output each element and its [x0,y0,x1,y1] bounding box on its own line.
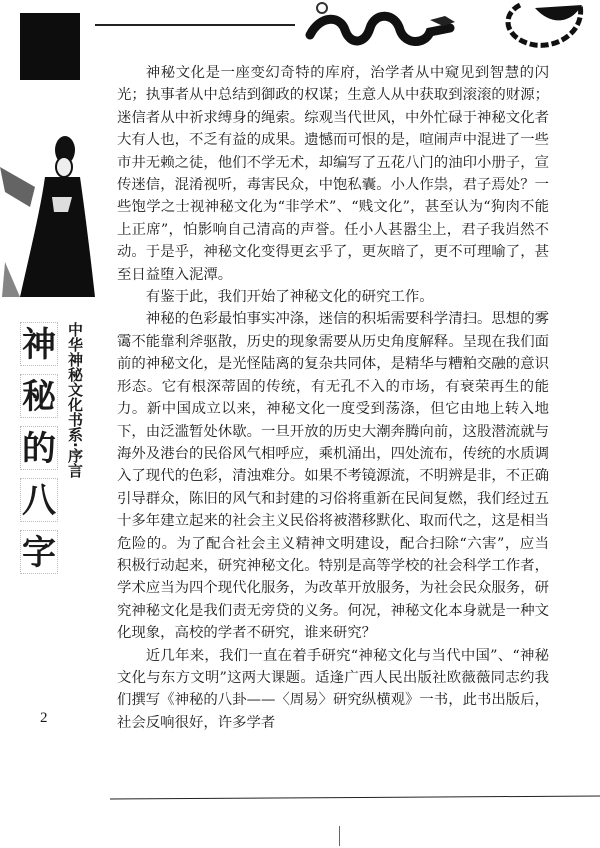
title-char: 神 [20,322,58,366]
footer-rule [110,796,600,800]
page-number: 2 [40,710,48,726]
robed-figure-illustration [0,112,100,302]
paragraph: 神秘的色彩最怕事实冲涤，迷信的积垢需要科学清扫。思想的雾霭不能靠利斧驱散，历史的现象需要从历史角度解释。呈现在我们面前的神秘文化，是光怪陆离的复杂共同体，是精华与糟粕交融的意识形态。它有根深蒂固的传统，有无孔不入的市场，有衰荣再生的能力。新中国成立以来，神秘文化一度受到荡涤，但它由地上转入地下，由泛滥暂处休歇。一旦开放的历史大潮奔腾向前，这股潜流就与海外及港台的民俗风气相呼应，乘机涌出，四处流布，传统的水质调入了现代的色彩，清浊难分。如果不考镜源流，不明辨是非，不正确引导群众，陈旧的风气和封建的习俗将重新在民间复燃，我们经过五十多年建立起来的社会主义民俗将被潜移默化、取而代之，这是相当危险的。为了配合社会主义精神文明建设，配合扫除“六害”，应当积极行动起来，研究神秘文化。特别是高等学校的社会科学工作者，学术应当为四个现代化服务，为改革开放服务，为社会民众服务，研究神秘文化是我们责无旁贷的义务。何况，神秘文化本身就是一种文化现象，高校的学者不研究，谁来研究？ [117,311,549,642]
header-rule [95,24,295,26]
paragraph: 神秘文化是一座变幻奇特的库府，治学者从中窥见到智慧的闪光；执事者从中总结到御政的权谋；生意人从中获取到滚滚的财源；迷信者从中祈求缚身的绳索。综观当代世风，中外忙碌于神秘文化者大有人也，不乏有益的成果。遗憾而可恨的是，喧闹声中混进了一些市井无赖之徒，他们不学无术，却编写了五花八门的油印小册子，宣传迷信，混淆视听，毒害民众，中饱私囊。小人作祟，君子焉处？一些饱学之士视神秘文化为“非学术”、“贱文化”，甚至认为“狗肉不能上正席”，怕影响自己清高的声誉。任小人甚嚣尘上，君子我岿然不动。于是乎，神秘文化变得更玄乎了，更灰暗了，更不可理喻了，甚至日益堕入泥潭。 [117,65,549,283]
dragon-ornament-icon [300,0,600,55]
scan-mark [339,826,340,846]
title-char: 的 [20,426,58,470]
book-title-vertical [20,322,60,582]
title-char: 八 [20,478,58,522]
paragraph: 近几年来，我们一直在着手研究“神秘文化与当代中国”、“神秘文化与东方文明”这两大课题。适逢广西人民出版社欧薇薇同志约我们撰写《神秘的八卦——〈周易〉研究纵横观》一书，此书出版后，社会反响很好，许多学者 [117,647,549,731]
series-title: 中华神秘文化书系·序言 [66,322,84,478]
title-char: 秘 [20,374,58,418]
corner-black-block [20,13,80,80]
title-char: 字 [20,530,58,574]
preface-body [117,62,549,734]
paragraph: 有鉴于此，我们开始了神秘文化的研究工作。 [145,289,434,306]
